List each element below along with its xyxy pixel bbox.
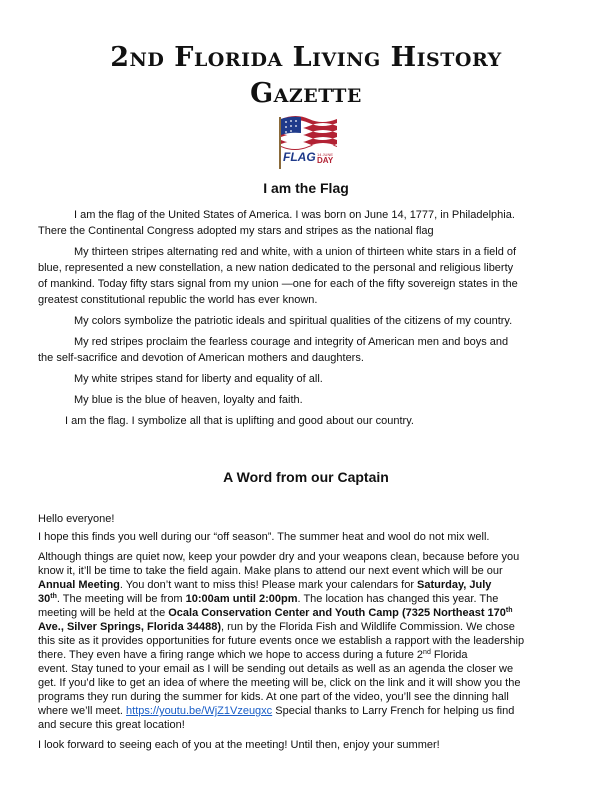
captain-body-line: event. Stay tuned to your email as I will be sending out details as well as an agenda the closer we [38,663,514,675]
captain-body-line: Annual Meeting. You don’t want to miss this! Please mark your calendars for Saturday, July [38,579,492,591]
captain-body-line: where we’ll meet. https://youtu.be/WjZ1Vzeugxc Special thanks to Larry French for helping us find [38,705,515,717]
meeting-date-text: Saturday, July [417,579,492,591]
captain-closing: I look forward to seeing each of you at the meeting! Until then, enjoy your summer! [38,739,440,751]
flag-paragraph-line: greatest constitutional republic the world has ever known. [38,294,318,306]
flag-paragraph-line: My blue is the blue of heaven, loyalty and faith. [74,394,303,406]
captain-body-line: this site as it provides opportunities for future events once we establish a rapport with the leadership [38,635,525,647]
captain-body-line: get. If you’d like to get an idea of where the meeting will be, click on the link and it will show you the [38,677,521,689]
captain-section-heading: A Word from our Captain [223,469,389,485]
title-line-2: Gazette [250,78,362,109]
flag-paragraph-line: My white stripes stand for liberty and equality of all. [74,373,323,385]
title-line-1: 2nd Florida Living History [110,42,502,73]
flag-paragraph-line: blue, represented a new constellation, a new nation dedicated to the personal and religious liberty [38,262,514,274]
captain-body-line: 30th. The meeting will be from 10:00am until 2:00pm. The location has changed this year. The [38,593,499,605]
captain-body-line: Although things are quiet now, keep your powder dry and your weapons clean, because before you [38,551,520,563]
captain-paragraph: I hope this finds you well during our “off season”. The summer heat and wool do not mix well. [38,531,490,543]
flag-paragraph-line: My colors symbolize the patriotic ideals and spiritual qualities of the citizens of my country. [74,315,513,327]
meeting-location-text: Ocala Conservation Center and Youth Camp (7325 Northeast 170 [168,607,506,619]
logo-flag-word: FLAG [283,150,316,164]
captain-body-line: and secure this great location! [38,719,185,731]
flag-paragraph-line: There the Continental Congress adopted my stars and stripes as the national flag [38,225,434,237]
flag-paragraph-line: I am the flag. I symbolize all that is uplifting and good about our country. [65,415,414,427]
gazette-title [30,40,582,112]
flag-paragraph-line: of mankind. Today fifty stars signal from my union —one for each of the fifty sovereign states in the [38,278,518,290]
flag-section-heading: I am the Flag [263,180,349,196]
captain-body-line: Ave., Silver Springs, Florida 34488), run by the Florida Fish and Wildlife Commission. We chose [38,621,515,633]
youtube-video-link[interactable]: https://youtu.be/WjZ1Vzeugxc [126,705,273,717]
flag-paragraph-line: My red stripes proclaim the fearless courage and integrity of American men and boys and [74,336,509,348]
flag-paragraph-line: the self-sacrifice and devotion of American mothers and daughters. [38,352,364,364]
captain-body-line: meeting will be held at the Ocala Conservation Center and Youth Camp (7325 Northeast 170th [38,607,513,619]
flag-paragraph-line: I am the flag of the United States of America. I was born on June 14, 1777, in Philadelphia. [74,209,515,221]
captain-greeting: Hello everyone! [38,513,115,525]
logo-date-word: 14 JUNE [317,152,334,157]
captain-body-line: programs they run during the summer for kids. At one part of the video, you’ll see the dinning hall [38,691,509,703]
captain-body-line: there. They even have a firing range which we hope to access during a future 2nd Florida [38,649,468,661]
annual-meeting-text: Annual Meeting [38,579,120,591]
logo-day-word: DAY [317,156,334,165]
meeting-time-text: 10:00am until 2:00pm [185,593,298,605]
captain-body-line: know it, it’ll be time to take the field again. Make plans to attend our next event which will be our [38,565,503,577]
flag-day-logo [271,113,341,173]
flag-paragraph-line: My thirteen stripes alternating red and white, with a union of thirteen white stars in a field of [74,246,517,258]
